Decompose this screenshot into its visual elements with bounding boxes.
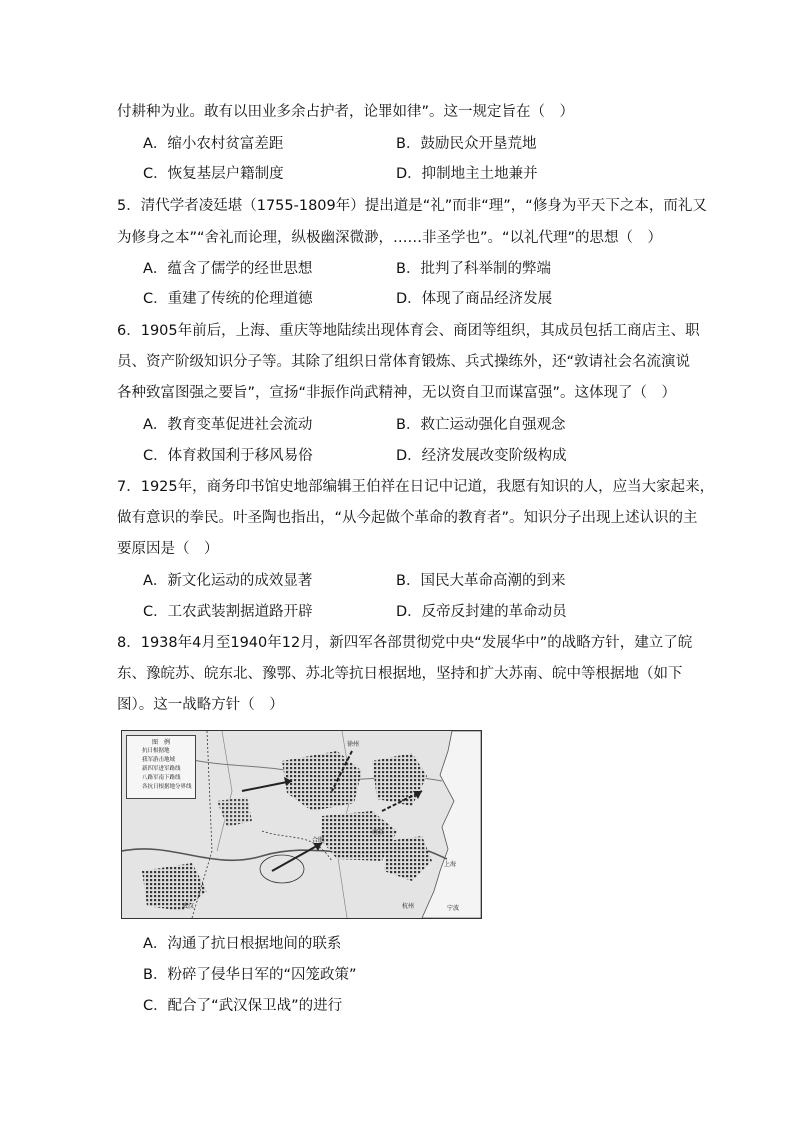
q7-option-b[interactable]: B．国民大革命高潮的到来 (396, 573, 566, 589)
map-legend (126, 735, 196, 799)
q8-option-a[interactable]: A．沟通了抗日根据地间的联系 (143, 936, 342, 952)
q7-stem-line2: 做有意识的拳民。叶圣陶也指出，“从今起做个革命的教育者”。知识分子出现上述认识的主 (117, 510, 698, 526)
map-place-label: 武汉 (182, 903, 195, 910)
q6-stem-line2: 员、资产阶级知识分子等。其除了组织日常体育锻炼、兵式操练外，还“敦请社会名流演说 (117, 354, 691, 370)
q6-option-c[interactable]: C．体育救国利于移风易俗 (143, 448, 313, 464)
map-legend-item: 新四军进军路线 (142, 766, 181, 772)
q8-stem-line1: 8．1938年4月至1940年12月，新四军各部贯彻党中央“发展华中”的战略方针，建立了皖 (117, 635, 693, 651)
map-legend-item: 各抗日根据地分界线 (142, 784, 192, 790)
q8-option-c[interactable]: C．配合了“武汉保卫战”的进行 (143, 998, 343, 1014)
q5-option-c[interactable]: C．重建了传统的伦理道德 (143, 291, 313, 307)
q8-stem-line3: 图）。这一战略方针（ ） (117, 697, 284, 713)
q7-option-a[interactable]: A．新文化运动的成效显著 (143, 573, 313, 589)
q6-option-b[interactable]: B．救亡运动强化自强观念 (396, 417, 566, 433)
map-legend-item: 我军游击地域 (142, 757, 176, 763)
q5-option-a[interactable]: A．蕴含了儒学的经世思想 (143, 261, 313, 277)
q5-stem-line1: 5．清代学者凌廷堪（1755-1809年）提出道是“礼”而非“理”，“修身为平天下之本，而礼又 (117, 198, 707, 214)
map-legend-title: 图 例 (151, 739, 170, 746)
q7-option-d[interactable]: D．反帝反封建的革命动员 (396, 604, 567, 620)
q8-option-b[interactable]: B．粉碎了侵华日军的“囚笼政策” (143, 967, 357, 983)
base-areas-map (121, 730, 482, 919)
q4-option-d[interactable]: D．抑制地主土地兼并 (396, 166, 538, 182)
q4-stem-tail: 付耕种为业。敢有以田业多余占护者，论罪如律”。这一规定旨在（ ） (117, 104, 575, 120)
map-place-label: 南京 (372, 829, 385, 836)
map-place-label: 杭州 (402, 903, 415, 910)
q7-stem-line3: 要原因是（ ） (117, 541, 219, 557)
q4-option-b[interactable]: B．鼓励民众开垦荒地 (396, 136, 537, 152)
map-place-label: 上海 (444, 861, 457, 868)
q4-option-a[interactable]: A．缩小农村贫富差距 (143, 136, 284, 152)
q8-stem-line2: 东、豫皖苏、皖东北、豫鄂、苏北等抗日根据地，坚持和扩大苏南、皖中等根据地（如下 (117, 666, 683, 682)
map-legend-item: 抗日根据地 (142, 748, 170, 754)
map-place-label: 徐州 (347, 741, 360, 748)
map-legend-item: 八路军南下路线 (142, 775, 181, 781)
q7-stem-line1: 7．1925年，商务印书馆史地部编辑王伯祥在日记中记道，我愿有知识的人，应当大家起来， (117, 479, 715, 495)
q5-option-b[interactable]: B．批判了科举制的弊端 (396, 261, 551, 277)
q7-option-c[interactable]: C．工农武装割据道路开辟 (143, 604, 313, 620)
q5-option-d[interactable]: D．体现了商品经济发展 (396, 291, 553, 307)
q4-option-c[interactable]: C．恢复基层户籍制度 (143, 166, 284, 182)
q6-option-a[interactable]: A．教育变革促进社会流动 (143, 417, 313, 433)
q6-stem-line1: 6．1905年前后，上海、重庆等地陆续出现体育会、商团等组织，其成员包括工商店主、职 (117, 323, 700, 339)
map-place-label: 宁波 (447, 905, 460, 912)
map-place-label: 合肥 (312, 837, 325, 844)
q5-stem-line2: 为修身之本”“舍礼而论理，纵极幽深微渺，……非圣学也”。“以礼代理”的思想（ ） (117, 230, 663, 246)
q6-stem-line3: 各种致富图强之要旨”，宣扬“非振作尚武精神，无以资自卫而谋富强”。这体现了（ ） (117, 385, 677, 401)
q6-option-d[interactable]: D．经济发展改变阶级构成 (396, 448, 567, 464)
